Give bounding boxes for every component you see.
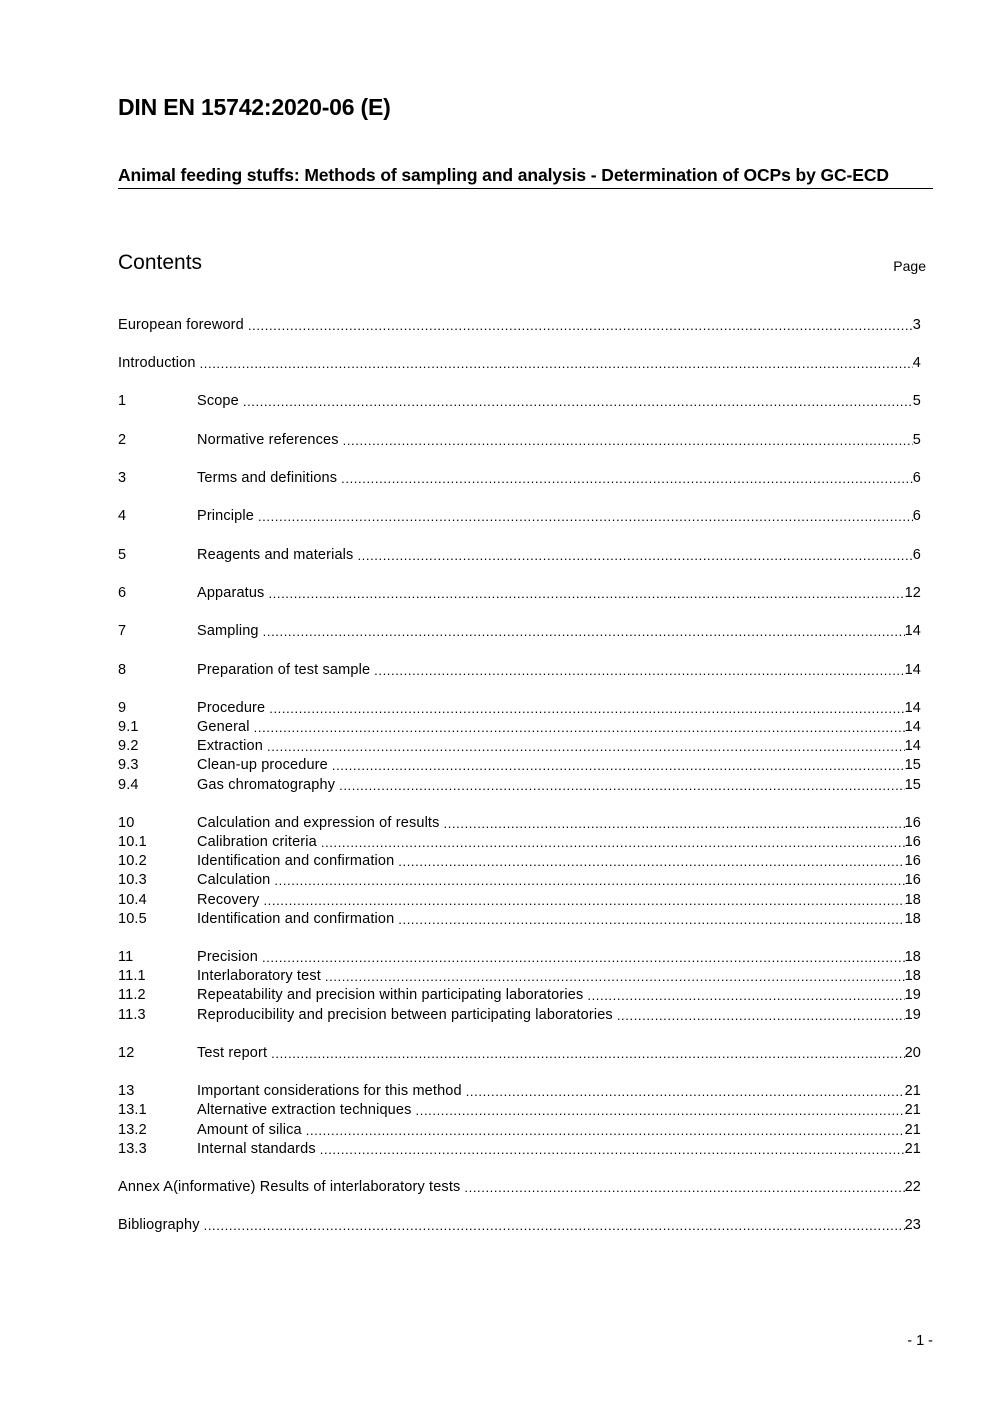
toc-entry[interactable] xyxy=(118,316,921,335)
toc-entry-title: Annex A(informative) Results of interlaboratory tests xyxy=(118,1179,461,1195)
toc-leader-dots xyxy=(398,911,904,928)
toc-entry[interactable] xyxy=(118,392,921,411)
table-of-contents xyxy=(118,0,921,1403)
toc-entry-title: Bibliography xyxy=(118,1217,200,1233)
toc-entry[interactable] xyxy=(118,1216,921,1235)
toc-entry-page: 21 xyxy=(904,1122,921,1138)
toc-leader-dots xyxy=(321,834,905,851)
toc-entry-title: Sampling xyxy=(197,623,259,639)
toc-entry-number: 8 xyxy=(118,662,127,678)
toc-entry-title: Test report xyxy=(197,1045,268,1061)
toc-entry-title: Amount of silica xyxy=(197,1122,302,1138)
toc-entry-page: 14 xyxy=(904,662,921,678)
toc-entry[interactable] xyxy=(118,756,921,775)
toc-entry[interactable] xyxy=(118,737,921,756)
toc-leader-dots xyxy=(587,987,904,1004)
toc-entry-number: 13.3 xyxy=(118,1141,147,1157)
toc-entry-page: 6 xyxy=(912,470,921,486)
toc-entry[interactable] xyxy=(118,814,921,833)
toc-entry-title: General xyxy=(197,719,250,735)
toc-entry-number: 9.1 xyxy=(118,719,139,735)
toc-entry-number: 11.1 xyxy=(118,968,146,984)
toc-entry-number: 6 xyxy=(118,585,127,601)
toc-entry-page: 4 xyxy=(912,355,921,371)
toc-leader-dots xyxy=(268,585,904,602)
toc-entry-title: Interlaboratory test xyxy=(197,968,321,984)
toc-entry-title: Recovery xyxy=(197,892,260,908)
toc-entry-page: 14 xyxy=(904,719,921,735)
toc-entry-title: Repeatability and precision within participating laboratories xyxy=(197,987,584,1003)
toc-entry[interactable] xyxy=(118,1178,921,1197)
toc-entry-page: 19 xyxy=(904,987,921,1003)
toc-leader-dots xyxy=(416,1102,905,1119)
toc-leader-dots xyxy=(332,757,905,774)
toc-entry-number: 10.1 xyxy=(118,834,147,850)
footer-page-number: - 1 - xyxy=(907,1333,933,1349)
toc-entry-number: 13.1 xyxy=(118,1102,147,1118)
toc-entry-number: 13 xyxy=(118,1083,135,1099)
toc-entry[interactable] xyxy=(118,718,921,737)
toc-leader-dots xyxy=(267,738,905,755)
toc-leader-dots xyxy=(341,470,913,487)
toc-entry-title: Preparation of test sample xyxy=(197,662,371,678)
toc-entry-page: 22 xyxy=(904,1179,921,1195)
toc-entry-title: Alternative extraction techniques xyxy=(197,1102,412,1118)
toc-entry-page: 19 xyxy=(904,1007,921,1023)
toc-entry-number: 5 xyxy=(118,547,127,563)
toc-leader-dots xyxy=(243,393,913,410)
toc-entry-page: 16 xyxy=(904,872,921,888)
toc-entry-title: European foreword xyxy=(118,317,244,333)
toc-entry[interactable] xyxy=(118,431,921,450)
toc-leader-dots xyxy=(374,662,904,679)
toc-entry-title: Identification and confirmation xyxy=(197,853,395,869)
toc-entry-number: 10 xyxy=(118,815,135,831)
toc-entry-page: 18 xyxy=(904,968,921,984)
toc-entry-page: 21 xyxy=(904,1102,921,1118)
toc-leader-dots xyxy=(271,1045,904,1062)
toc-entry-page: 16 xyxy=(904,834,921,850)
toc-entry[interactable] xyxy=(118,986,921,1005)
toc-entry-number: 9 xyxy=(118,700,127,716)
toc-entry[interactable] xyxy=(118,354,921,373)
toc-entry[interactable] xyxy=(118,852,921,871)
toc-leader-dots xyxy=(258,508,913,525)
toc-entry-number: 10.5 xyxy=(118,911,147,927)
toc-entry-page: 16 xyxy=(904,853,921,869)
toc-entry[interactable] xyxy=(118,622,921,641)
toc-leader-dots xyxy=(464,1179,904,1196)
toc-entry[interactable] xyxy=(118,948,921,967)
toc-entry-number: 11.2 xyxy=(118,987,146,1003)
toc-entry-title: Extraction xyxy=(197,738,263,754)
toc-entry-page: 21 xyxy=(904,1141,921,1157)
toc-entry[interactable] xyxy=(118,1121,921,1140)
toc-leader-dots xyxy=(200,355,913,372)
toc-entry[interactable] xyxy=(118,967,921,986)
toc-entry-title: Terms and definitions xyxy=(197,470,338,486)
toc-entry-page: 15 xyxy=(904,777,921,793)
toc-entry-number: 13.2 xyxy=(118,1122,147,1138)
document-title: Animal feeding stuffs: Methods of sampling and analysis - Determination of OCPs by GC-ECD xyxy=(118,164,933,189)
toc-entry-title: Principle xyxy=(197,508,254,524)
toc-entry[interactable] xyxy=(118,833,921,852)
toc-entry-number: 12 xyxy=(118,1045,135,1061)
toc-entry-title: Scope xyxy=(197,393,239,409)
toc-entry-title: Apparatus xyxy=(197,585,265,601)
toc-entry-page: 5 xyxy=(912,432,921,448)
toc-entry-number: 7 xyxy=(118,623,127,639)
toc-entry-page: 12 xyxy=(904,585,921,601)
toc-entry-number: 2 xyxy=(118,432,127,448)
toc-entry-number: 10.4 xyxy=(118,892,147,908)
toc-entry-title: Calculation xyxy=(197,872,271,888)
toc-entry-page: 5 xyxy=(912,393,921,409)
toc-entry[interactable] xyxy=(118,776,921,795)
toc-entry-title: Normative references xyxy=(197,432,339,448)
toc-leader-dots xyxy=(617,1007,905,1024)
toc-entry-title: Calculation and expression of results xyxy=(197,815,440,831)
toc-leader-dots xyxy=(306,1122,905,1139)
toc-entry-page: 23 xyxy=(904,1217,921,1233)
toc-leader-dots xyxy=(263,892,904,909)
toc-entry[interactable] xyxy=(118,1044,921,1063)
toc-entry[interactable] xyxy=(118,584,921,603)
toc-leader-dots xyxy=(254,719,905,736)
toc-leader-dots xyxy=(320,1141,905,1158)
toc-entry-page: 20 xyxy=(904,1045,921,1061)
toc-leader-dots xyxy=(204,1217,905,1234)
toc-entry[interactable] xyxy=(118,661,921,680)
toc-entry-number: 1 xyxy=(118,393,127,409)
toc-entry-page: 18 xyxy=(904,911,921,927)
toc-entry-page: 18 xyxy=(904,949,921,965)
contents-heading: Contents xyxy=(118,251,203,274)
toc-entry[interactable] xyxy=(118,1140,921,1159)
toc-entry-number: 4 xyxy=(118,508,127,524)
toc-entry-number: 11.3 xyxy=(118,1007,146,1023)
page-column-label: Page xyxy=(893,258,926,274)
toc-entry[interactable] xyxy=(118,871,921,890)
toc-entry[interactable] xyxy=(118,1082,921,1101)
toc-entry-title: Gas chromatography xyxy=(197,777,336,793)
toc-entry-number: 9.2 xyxy=(118,738,139,754)
toc-entry-page: 6 xyxy=(912,547,921,563)
toc-leader-dots xyxy=(269,700,904,717)
toc-entry[interactable] xyxy=(118,546,921,565)
toc-leader-dots xyxy=(343,432,913,449)
toc-entry-title: Internal standards xyxy=(197,1141,316,1157)
toc-leader-dots xyxy=(357,547,912,564)
toc-leader-dots xyxy=(325,968,905,985)
toc-entry[interactable] xyxy=(118,507,921,526)
toc-entry-page: 16 xyxy=(904,815,921,831)
toc-entry[interactable] xyxy=(118,1006,921,1025)
toc-entry[interactable] xyxy=(118,910,921,929)
toc-leader-dots xyxy=(248,317,913,334)
toc-entry-page: 14 xyxy=(904,623,921,639)
toc-entry-title: Important considerations for this method xyxy=(197,1083,462,1099)
toc-entry-number: 3 xyxy=(118,470,127,486)
toc-entry-title: Procedure xyxy=(197,700,266,716)
toc-entry-title: Precision xyxy=(197,949,258,965)
toc-entry[interactable] xyxy=(118,891,921,910)
toc-leader-dots xyxy=(263,623,905,640)
toc-entry-number: 10.2 xyxy=(118,853,147,869)
toc-entry-number: 11 xyxy=(118,949,134,965)
toc-leader-dots xyxy=(398,853,904,870)
toc-entry-title: Clean-up procedure xyxy=(197,757,328,773)
document-id: DIN EN 15742:2020-06 (E) xyxy=(118,94,391,120)
toc-entry[interactable] xyxy=(118,699,921,718)
toc-leader-dots xyxy=(339,777,904,794)
toc-leader-dots xyxy=(262,949,905,966)
toc-leader-dots xyxy=(444,815,905,832)
toc-entry-title: Identification and confirmation xyxy=(197,911,395,927)
toc-entry[interactable] xyxy=(118,1101,921,1120)
toc-entry-title: Reagents and materials xyxy=(197,547,354,563)
toc-entry-title: Calibration criteria xyxy=(197,834,317,850)
toc-entry-number: 9.3 xyxy=(118,757,139,773)
toc-entry-page: 18 xyxy=(904,892,921,908)
toc-entry-page: 14 xyxy=(904,738,921,754)
toc-entry-page: 3 xyxy=(912,317,921,333)
toc-entry-page: 15 xyxy=(904,757,921,773)
toc-entry-number: 9.4 xyxy=(118,777,139,793)
toc-leader-dots xyxy=(274,872,904,889)
toc-leader-dots xyxy=(466,1083,905,1100)
toc-entry[interactable] xyxy=(118,469,921,488)
toc-entry-title: Reproducibility and precision between participating laboratories xyxy=(197,1007,613,1023)
toc-entry-title: Introduction xyxy=(118,355,196,371)
toc-entry-page: 6 xyxy=(912,508,921,524)
toc-entry-page: 21 xyxy=(904,1083,921,1099)
toc-entry-number: 10.3 xyxy=(118,872,147,888)
toc-entry-page: 14 xyxy=(904,700,921,716)
